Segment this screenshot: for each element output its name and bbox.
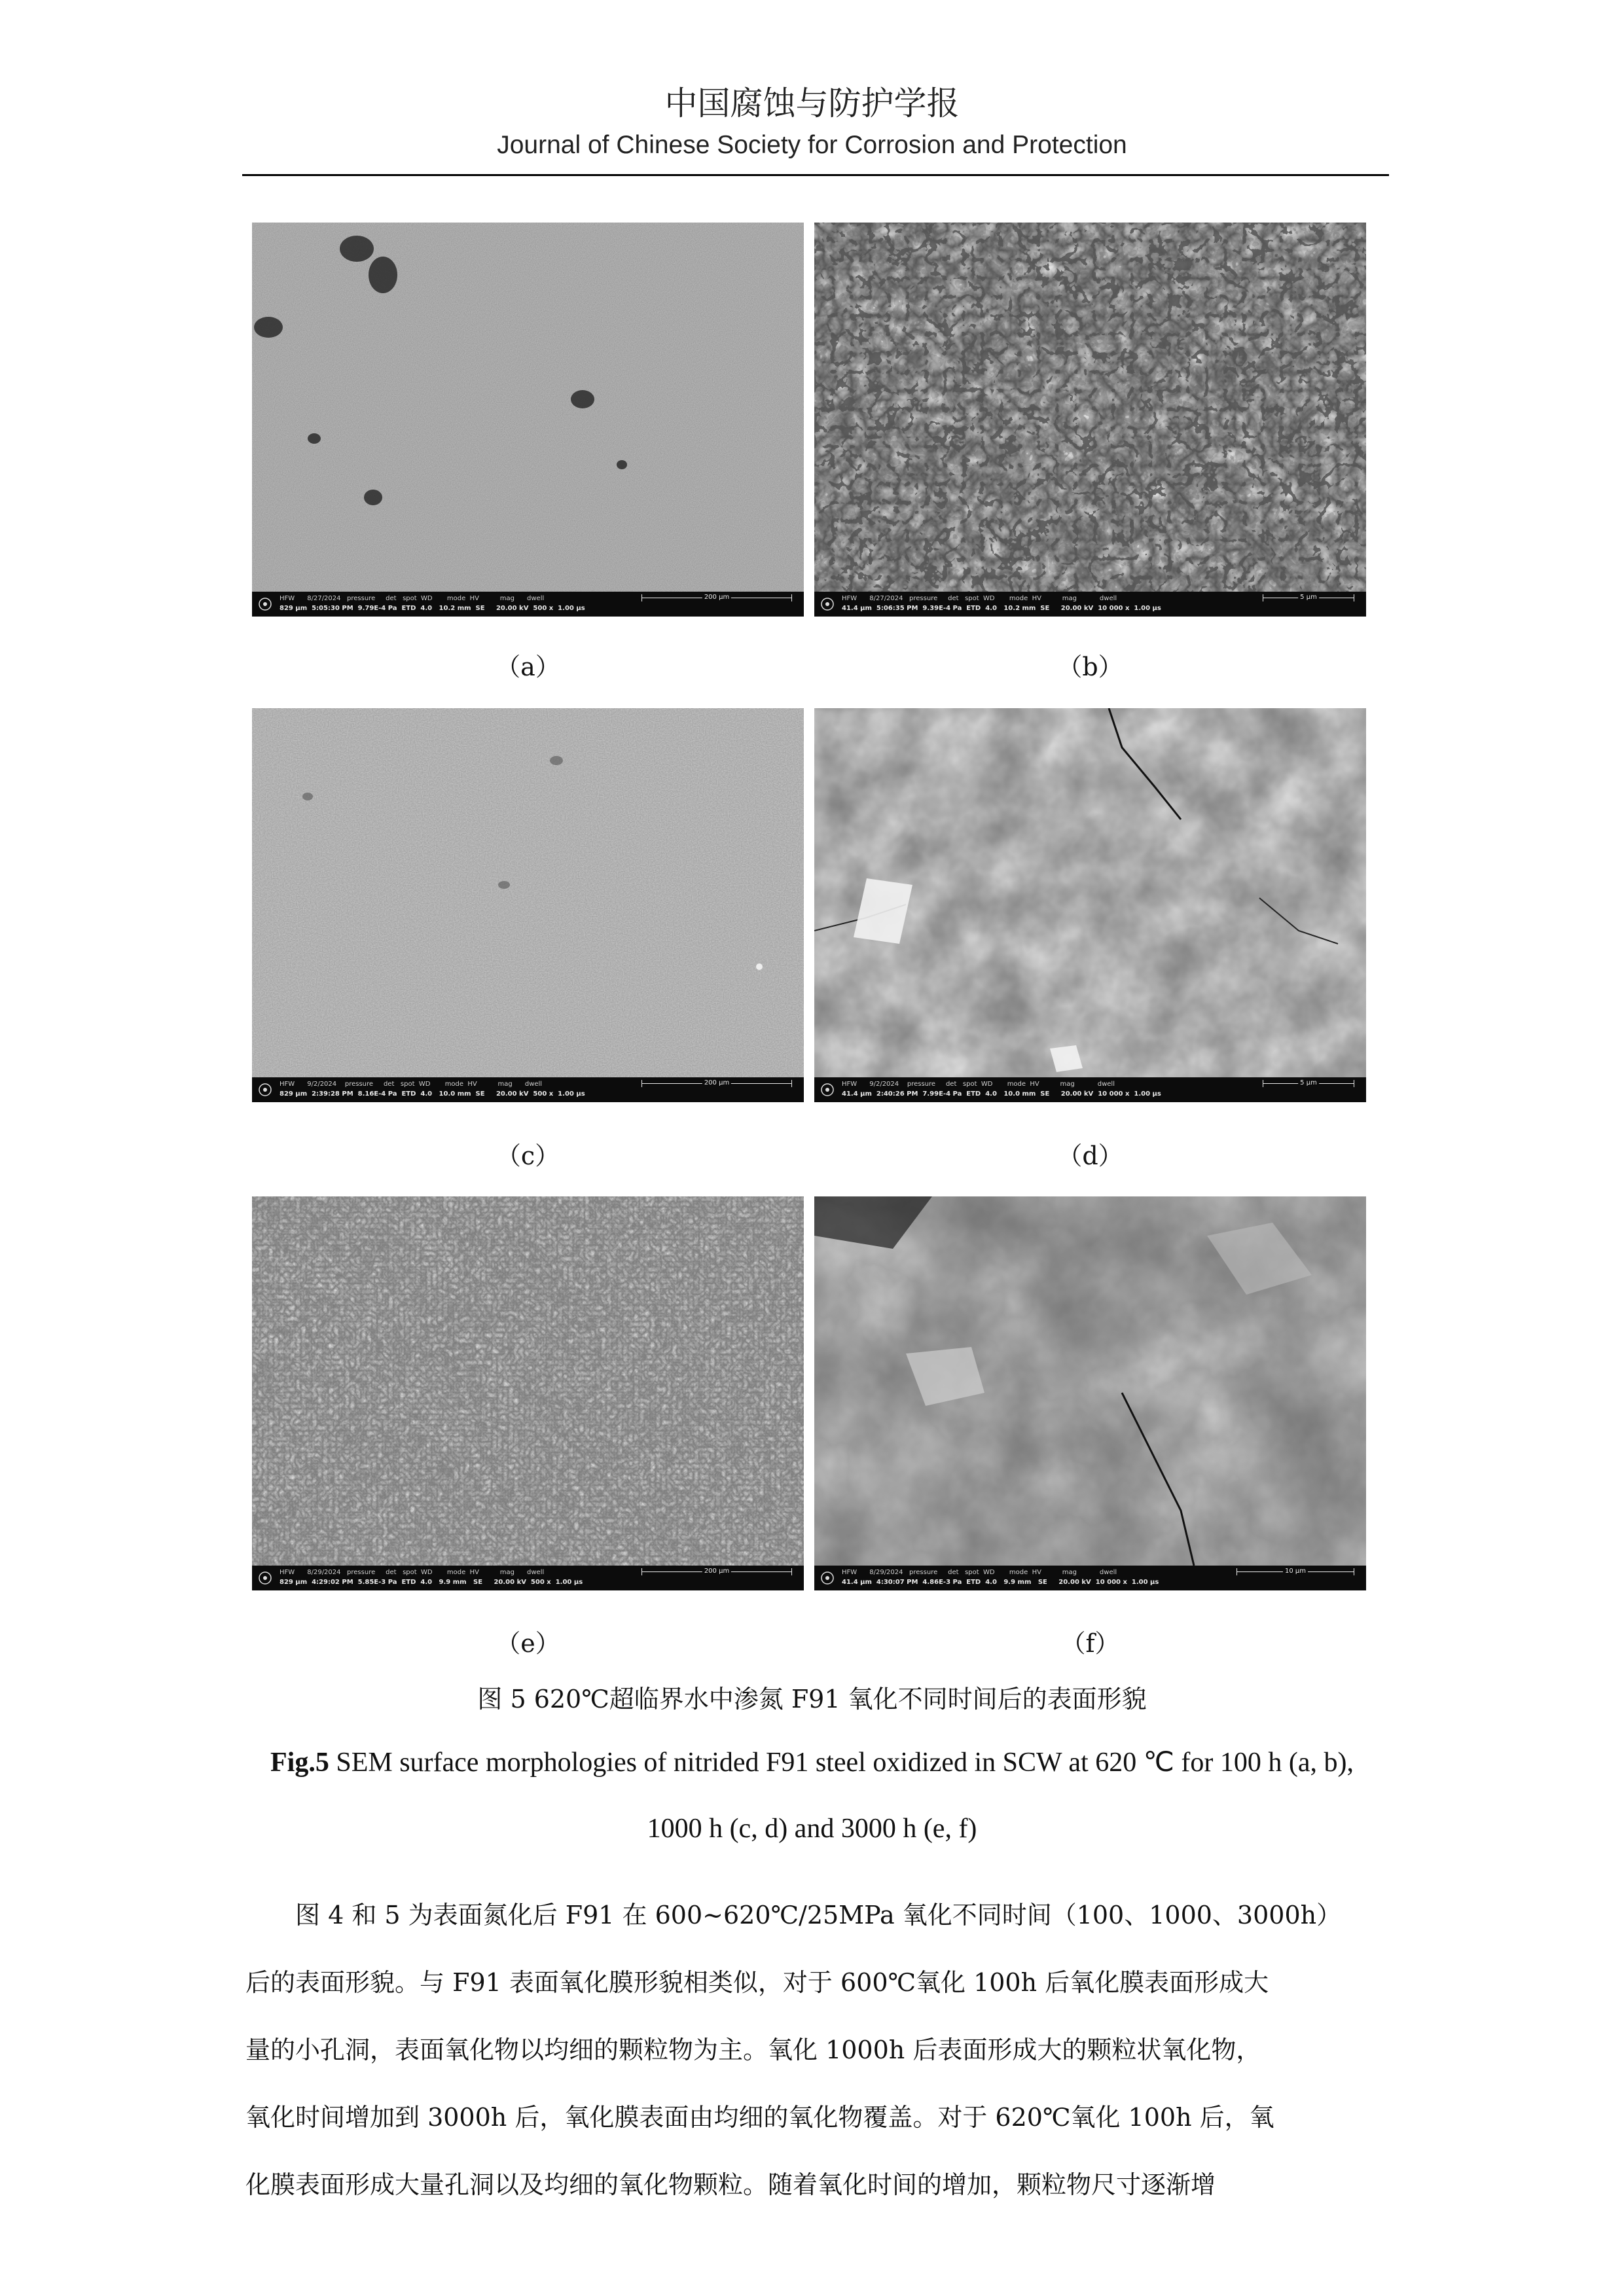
scale-bar bbox=[641, 1568, 792, 1576]
scale-bar bbox=[1263, 1080, 1354, 1088]
sem-databar-b bbox=[814, 592, 1366, 617]
sem-image-e bbox=[252, 1196, 804, 1566]
scale-bar bbox=[641, 594, 792, 602]
instrument-logo-icon bbox=[818, 1081, 837, 1098]
sem-panel-c bbox=[252, 708, 804, 1102]
sem-image-c bbox=[252, 708, 804, 1077]
sem-image-a bbox=[252, 223, 804, 592]
body-line-5: 化膜表面形成大量孔洞以及均细的氧化物颗粒。随着氧化时间的增加，颗粒物尺寸逐渐增 bbox=[245, 2170, 1216, 2199]
figure-caption-cn: 图 5 620℃超临界水中渗氮 F91 氧化不同时间后的表面形貌 bbox=[477, 1685, 1147, 1713]
figure-caption-en-text: SEM surface morphologies of nitrided F91 steel oxidized in SCW at 620 ℃ for 100 h (a, b), bbox=[329, 1748, 1354, 1778]
sem-params-labels: HFW 8/29/2024 pressure det spot WD mode HV mag dwell bbox=[842, 1569, 1117, 1576]
sem-databar-e bbox=[252, 1566, 804, 1590]
subfigure-label-c: （c） bbox=[496, 1141, 560, 1170]
sem-databar-f bbox=[814, 1566, 1366, 1590]
subfigure-label-b: （b） bbox=[1057, 653, 1123, 681]
subfigure-label-a: （a） bbox=[496, 653, 560, 681]
scale-bar-label: 200 μm bbox=[702, 1079, 731, 1087]
sem-panel-d bbox=[814, 708, 1366, 1102]
sem-panel-e bbox=[252, 1196, 804, 1590]
instrument-logo-icon bbox=[256, 1570, 274, 1587]
body-line-3: 量的小孔洞，表面氧化物以均细的颗粒物为主。氧化 1000h 后表面形成大的颗粒状氧化物， bbox=[245, 2036, 1261, 2064]
sem-params-values: 829 μm 4:29:02 PM 5.85E-3 Pa ETD 4.0 9.9 mm SE 20.00 kV 500 x 1.00 μs bbox=[280, 1579, 583, 1586]
sem-params-values: 41.4 μm 2:40:26 PM 7.99E-4 Pa ETD 4.0 10.0 mm SE 20.00 kV 10 000 x 1.00 μs bbox=[842, 1090, 1161, 1098]
sem-databar-a bbox=[252, 592, 804, 617]
scale-bar-label: 200 μm bbox=[702, 1568, 731, 1575]
journal-title-cn: 中国腐蚀与防护学报 bbox=[664, 84, 960, 122]
sem-databar-c bbox=[252, 1077, 804, 1102]
sem-image-f bbox=[814, 1196, 1366, 1566]
sem-params-labels: HFW 8/27/2024 pressure det spot WD mode HV mag dwell bbox=[280, 595, 545, 602]
figure-number: Fig.5 bbox=[270, 1748, 329, 1778]
instrument-logo-icon bbox=[256, 1081, 274, 1098]
body-line-1: 图 4 和 5 为表面氮化后 F91 在 600~620℃/25MPa 氧化不同时间（100、1000、3000h） bbox=[245, 1901, 1342, 1929]
scale-bar-label: 10 μm bbox=[1283, 1568, 1308, 1575]
sem-image-b bbox=[814, 223, 1366, 592]
scale-bar-label: 200 μm bbox=[702, 594, 731, 601]
sem-params-labels: HFW 9/2/2024 pressure det spot WD mode HV mag dwell bbox=[842, 1081, 1115, 1088]
scale-bar bbox=[1236, 1568, 1354, 1576]
body-line-4: 氧化时间增加到 3000h 后，氧化膜表面由均细的氧化物覆盖。对于 620℃氧化 100h 后，氧 bbox=[245, 2103, 1274, 2132]
sem-params-values: 829 μm 5:05:30 PM 9.79E-4 Pa ETD 4.0 10.2 mm SE 20.00 kV 500 x 1.00 μs bbox=[280, 605, 585, 612]
figure-caption-en-line1 bbox=[0, 1746, 1624, 1778]
sem-panel-a bbox=[252, 223, 804, 617]
sem-image-d bbox=[814, 708, 1366, 1077]
scale-bar bbox=[1263, 594, 1354, 602]
sem-params-values: 41.4 μm 4:30:07 PM 4.86E-3 Pa ETD 4.0 9.9 mm SE 20.00 kV 10 000 x 1.00 μs bbox=[842, 1579, 1159, 1586]
instrument-logo-icon bbox=[256, 596, 274, 613]
sem-params-labels: HFW 9/2/2024 pressure det spot WD mode HV mag dwell bbox=[280, 1081, 543, 1088]
scale-bar bbox=[641, 1080, 792, 1088]
body-line-2: 后的表面形貌。与 F91 表面氧化膜形貌相类似，对于 600℃氧化 100h 后氧化膜表面形成大 bbox=[245, 1968, 1269, 1997]
header-divider bbox=[242, 174, 1389, 176]
sem-params-values: 41.4 μm 5:06:35 PM 9.39E-4 Pa ETD 4.0 10.2 mm SE 20.00 kV 10 000 x 1.00 μs bbox=[842, 605, 1161, 612]
journal-title-en: Journal of Chinese Society for Corrosion and Protection bbox=[497, 131, 1127, 159]
instrument-logo-icon bbox=[818, 596, 837, 613]
sem-params-labels: HFW 8/27/2024 pressure det spot WD mode HV mag dwell bbox=[842, 595, 1117, 602]
sem-params-labels: HFW 8/29/2024 pressure det spot WD mode HV mag dwell bbox=[280, 1569, 545, 1576]
sem-databar-d bbox=[814, 1077, 1366, 1102]
instrument-logo-icon bbox=[818, 1570, 837, 1587]
sem-params-values: 829 μm 2:39:28 PM 8.16E-4 Pa ETD 4.0 10.0 mm SE 20.00 kV 500 x 1.00 μs bbox=[280, 1090, 585, 1098]
scale-bar-label: 5 μm bbox=[1298, 1079, 1319, 1087]
scale-bar-label: 5 μm bbox=[1298, 594, 1319, 601]
sem-panel-b bbox=[814, 223, 1366, 617]
sem-panel-f bbox=[814, 1196, 1366, 1590]
figure-caption-en-line2: 1000 h (c, d) and 3000 h (e, f) bbox=[647, 1814, 977, 1844]
subfigure-label-f: （f） bbox=[1060, 1629, 1120, 1658]
subfigure-label-e: （e） bbox=[496, 1629, 560, 1658]
subfigure-label-d: （d） bbox=[1057, 1141, 1123, 1170]
